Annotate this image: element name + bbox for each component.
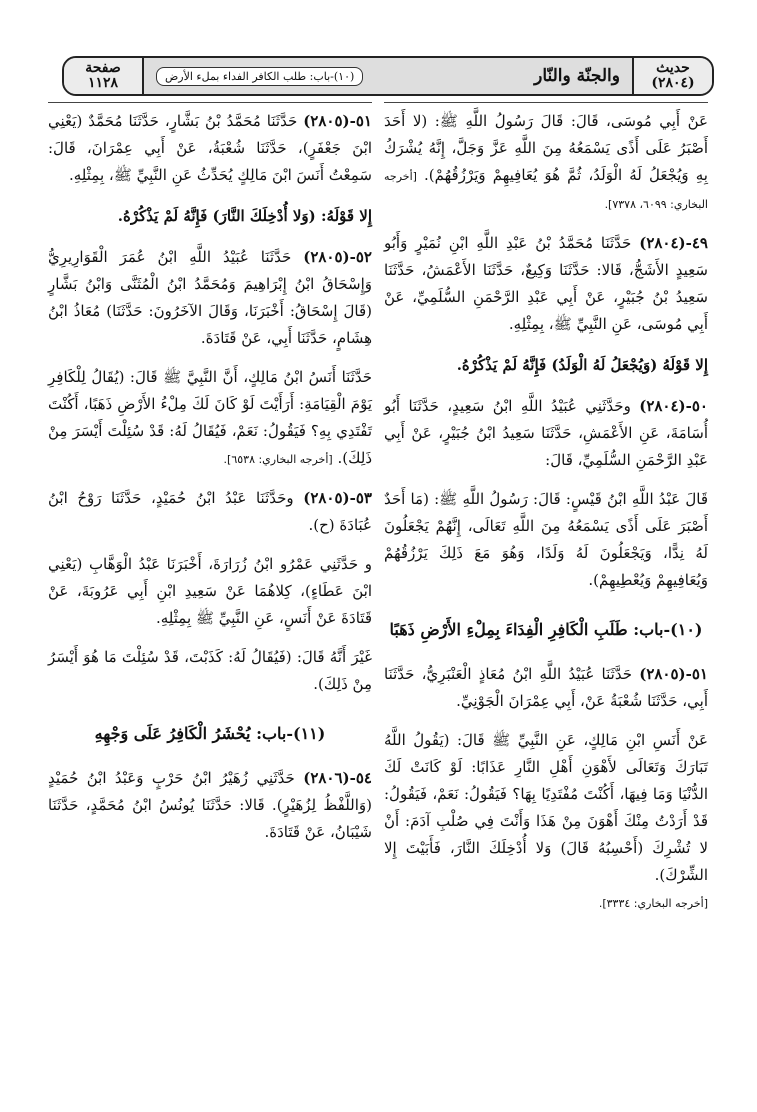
page-number-box [64,58,144,94]
hadith-52 [48,244,372,352]
hadith-number-box [632,58,712,94]
page-label: صفحة [85,60,121,76]
text: حَدَّثَنَا عُبَيْدُ اللَّهِ ابْنُ عُمَرَ الْقَوَارِيرِيُّ وَإِسْحَاقُ ابْنُ إِبْرَاهِيمَ وَمُحَمَّدُ ابْنُ الْمُثَنَّى وَابْنُ بَشَّارٍ (قَالَ إِسْحَاقُ: أَخْبَرَنَا، وَقَالَ الآخَرُونَ: حَدَّثَنَا) مُعَاذُ ابْنُ هِشَامٍ، حَدَّثَنَا أَبِي، عَنْ قَتَادَةَ. [48,248,372,347]
hadith-text: غَيْرَ أَنَّهُ قَالَ: (فَيُقَالُ لَهُ: كَذَبْتَ، قَدْ سُئِلْتَ مَا هُوَ أَيْسَرُ مِنْ ذَلِكَ). [48,648,372,693]
text: حَدَّثَنِي زُهَيْرُ ابْنُ حَرْبٍ وَعَبْدُ ابْنُ حُمَيْدٍ (وَاللَّفْظُ لِزُهَيْرٍ). قَالا: حَدَّثَنَا يُونُسُ ابْنُ مُحَمَّدٍ، حَدَّثَنَا شَيْبَانُ، عَنْ قَتَادَةَ. [48,769,372,841]
hadith-number: ٤٩-(٢٨٠٤) [639,234,708,252]
text: عَنْ أَبِي مُوسَى، قَالَ: قَالَ رَسُولُ اللَّهِ ﷺ: (لا أَحَدَ أَصْبَرُ عَلَى أَذًى يَسْمَعُهُ مِنَ اللَّهِ عَزَّ وَجَلَّ، إِنَّهُ يُشْرَكُ بِهِ وَيُجْعَلُ لَهُ الْوَلَدُ، ثُمَّ هُوَ يُعَافِيهِمْ وَيَرْزُقُهُمْ). [384,112,708,184]
text: عَنْ أَنَسِ ابْنِ مَالِكٍ، عَنِ النَّبِيِّ ﷺ قَالَ: (يَقُولُ اللَّهُ تَبَارَكَ وَتَعَالَى لأَهْوَنِ أَهْلِ النَّارِ عَذَابًا: لَوْ كَانَتْ لَكَ الدُّنْيَا وَمَا فِيهَا، أَكُنْتَ مُفْتَدِيًا بِهَا؟ فَيَقُولُ: نَعَمْ، فَيَقُولُ: قَدْ أَرَدْتُ مِنْكَ أَهْوَنَ مِنْ هَذَا وَأَنْتَ فِي صُلْبِ آدَمَ: أَنْ لا تُشْرِكَ (أَحْسِبُهُ قَالَ) وَلا أُدْخِلَكَ النَّارَ، فَأَبَيْتَ إِلا الشِّرْكَ). [384,731,708,884]
hadith-53 [48,485,372,539]
reference: [أخرجه البخاري: ٣٣٣٤]. [598,897,708,910]
hadith-text [48,364,372,473]
hadith-number: (٢٨٠٤) [651,75,695,91]
hadith-text: و حَدَّثَنِي عَمْرُو ابْنُ زُرَارَةَ، أَخْبَرَنَا عَبْدُ الْوَهَّابِ (يَعْنِي ابْنَ عَطَاءٍ)، كِلاهُمَا عَنْ سَعِيدِ ابْنِ أَبِي عَرُوبَةَ، عَنْ قَتَادَةَ عَنْ أَنَسٍ، عَنِ النَّبِيِّ ﷺ بِمِثْلِهِ. [48,555,372,627]
section-heading-10: (١٠)-باب: طَلَبِ الْكَافِرِ الْفِدَاءَ بِمِلْءِ الأَرْضِ ذَهَبًا [389,620,703,639]
hadith-number: ٥١-(٢٨٠٥) [303,112,372,130]
exception-note: إِلا قَوْلَهُ (وَيُجْعَلُ لَهُ الْوَلَدُ) فَإِنَّهُ لَمْ يَذْكُرْهُ. [456,356,708,374]
left-column-rule [48,102,372,103]
hadith-number: ٥١-(٢٨٠٥) [639,665,708,683]
text: حَدَّثَنَا مُحَمَّدُ بْنُ بَشَّارٍ، حَدَّثَنَا مُحَمَّدٌ (يَعْنِي ابْنَ جَعْفَرٍ)، حَدَّثَنَا شُعْبَةُ، عَنْ أَبِي عِمْرَانَ، قَالَ: سَمِعْتُ أَنَسَ ابْنَ مَالِكٍ يُحَدِّثُ عَنِ النَّبِيِّ ﷺ، بِمِثْلِهِ. [48,112,372,184]
exception-note: إِلا قَوْلَهُ: (وَلا أُدْخِلَكَ النَّارَ) فَإِنَّهُ لَمْ يَذْكُرْهُ. [117,207,372,225]
hadith-54 [48,765,372,846]
page-header [62,56,714,96]
bab-subtitle: (١٠)-باب: طلب الكافر الفداء بملء الأرض [156,67,363,86]
hadith-51 [384,661,708,715]
text: حَدَّثَنَا أَنَسُ ابْنُ مَالِكٍ، أَنَّ النَّبِيَّ ﷺ قَالَ: (يُقَالُ لِلْكَافِرِ يَوْمَ الْقِيَامَةِ: أَرَأَيْتَ لَوْ كَانَ لَكَ مِلْءُ الأَرْضِ ذَهَبًا، أَكُنْتَ تَفْتَدِي بِهِ؟ فَيَقُولُ: نَعَمْ، فَيُقَالُ لَهُ: قَدْ سُئِلْتَ أَيْسَرَ مِنْ ذَلِكَ). [48,368,372,467]
hadith-49 [384,230,708,338]
hadith-text: قَالَ عَبْدُ اللَّهِ ابْنُ قَيْسٍ: قَالَ: رَسُولُ اللَّهِ ﷺ: (مَا أَحَدٌ أَصْبَرَ عَلَى أَذًى يَسْمَعُهُ مِنَ اللَّهِ تَعَالَى، إِنَّهُمْ يَجْعَلُونَ لَهُ نِدًّا، وَيَجْعَلُونَ لَهُ وَلَدًا، وَهُوَ مَعَ ذَلِكَ يَرْزُقُهُمْ وَيُعَافِيهِمْ وَيُعْطِيهِمْ). [384,490,708,589]
header-middle [144,58,632,94]
hadith-text [384,108,708,218]
reference: [أخرجه البخاري: ٦٥٣٨]. [223,453,333,466]
hadith-number: ٥٣-(٢٨٠٥) [303,489,372,507]
text: وحَدَّثَنَا عَبْدُ ابْنُ حُمَيْدٍ، حَدَّثَنَا رَوْحُ ابْنُ عُبَادَةَ (ح). [48,489,372,534]
page-number: ١١٢٨ [87,75,119,91]
hadith-50 [384,393,708,474]
right-column [384,108,708,929]
left-column [48,108,372,858]
text: وحَدَّثَنِي عُبَيْدُ اللَّهِ ابْنُ سَعِيدٍ، حَدَّثَنَا أَبُو أُسَامَةَ، عَنِ الأَعْمَشِ، حَدَّثَنَا سَعِيدُ ابْنُ جُبَيْرٍ، عَنْ أَبِي عَبْدِ الرَّحْمَنِ السُّلَمِيِّ، قَالَ: [384,397,708,469]
reference: [أخرجه البخاري: ٦٠٩٩، ٧٣٧٨]. [384,170,708,211]
text: حَدَّثَنَا عُبَيْدُ اللَّهِ ابْنُ مُعَاذٍ الْعَنْبَرِيُّ، حَدَّثَنَا أَبِي، حَدَّثَنَا شُعْبَةُ عَنْ، أَبِي عِمْرَانَ الْجَوْنِيِّ. [384,665,708,710]
hadith-number: ٥٤-(٢٨٠٦) [303,769,372,787]
hadith-51-b [48,108,372,189]
hadith-text [384,727,708,917]
chapter-title: والجنّة والنّار [534,66,620,86]
hadith-label: حديث [656,60,690,76]
text: حَدَّثَنَا مُحَمَّدُ بْنُ عَبْدِ اللَّهِ ابْنِ نُمَيْرٍ وَأَبُو سَعِيدٍ الأَشَجُّ، قَالا: حَدَّثَنَا وَكِيعٌ، حَدَّثَنَا الأَعْمَشُ، حَدَّثَنَا سَعِيدُ بْنُ جُبَيْرٍ، عَنْ أَبِي عَبْدِ الرَّحْمَنِ السُّلَمِيِّ، عَنْ أَبِي مُوسَى، عَنِ النَّبِيِّ ﷺ، بِمِثْلِهِ. [384,234,708,333]
section-heading-11: (١١)-باب: يُحْشَرُ الْكَافِرُ عَلَى وَجْهِهِ [94,724,326,743]
hadith-number: ٥٢-(٢٨٠٥) [303,248,372,266]
hadith-number: ٥٠-(٢٨٠٤) [639,397,708,415]
right-column-rule [384,102,708,103]
